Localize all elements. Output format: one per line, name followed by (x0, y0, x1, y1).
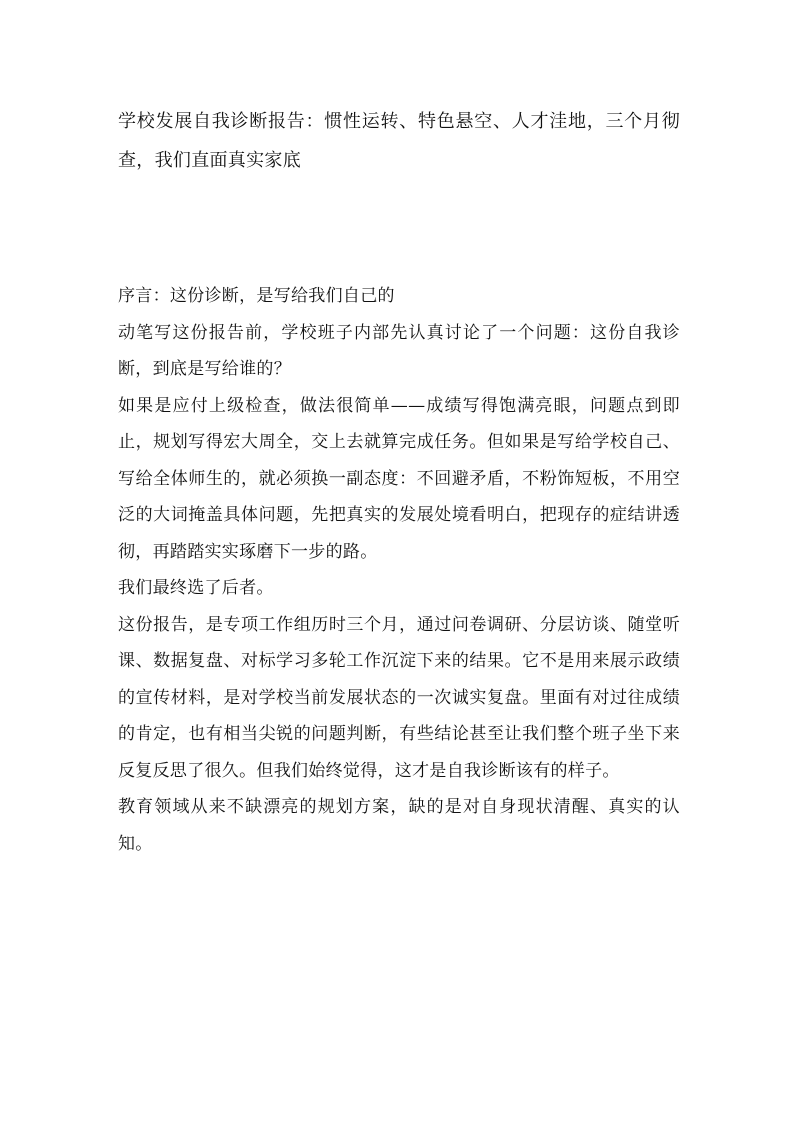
document-body (118, 102, 680, 862)
paragraph: 教育领域从来不缺漂亮的规划方案，缺的是对自身现状清醒、真实的认知。 (118, 797, 680, 854)
paragraph: 动笔写这份报告前，学校班子内部先认真讨论了一个问题：这份自我诊断，到底是写给谁的？ (118, 322, 680, 379)
paragraph: 我们最终选了后者。 (118, 578, 274, 598)
paragraph: 这份报告，是专项工作组历时三个月，通过问卷调研、分层访谈、随堂听课、数据复盘、对标学习多轮工作沉淀下来的结果。它不是用来展示政绩的宣传材料，是对学校当前发展状态的一次诚实复盘。里面有对过往成绩的肯定，也有相当尖锐的问题判断，有些结论甚至让我们整个班子坐下来反复反思了很久。但我们始终觉得，这才是自我诊断该有的样子。 (118, 614, 680, 781)
title-spacer (118, 180, 680, 278)
paragraph: 如果是应付上级检查，做法很简单——成绩写得饱满亮眼，问题点到即止，规划写得宏大周全，交上去就算完成任务。但如果是写给学校自己、写给全体师生的，就必须换一副态度：不回避矛盾，不粉饰短板，不用空泛的大词掩盖具体问题，先把真实的发展处境看明白，把现存的症结讲透彻，再踏踏实实琢磨下一步的路。 (118, 395, 680, 562)
preface-heading: 序言：这份诊断，是写给我们自己的 (118, 286, 395, 306)
document-title: 学校发展自我诊断报告：惯性运转、特色悬空、人才洼地，三个月彻查，我们直面真实家底 (118, 111, 680, 171)
